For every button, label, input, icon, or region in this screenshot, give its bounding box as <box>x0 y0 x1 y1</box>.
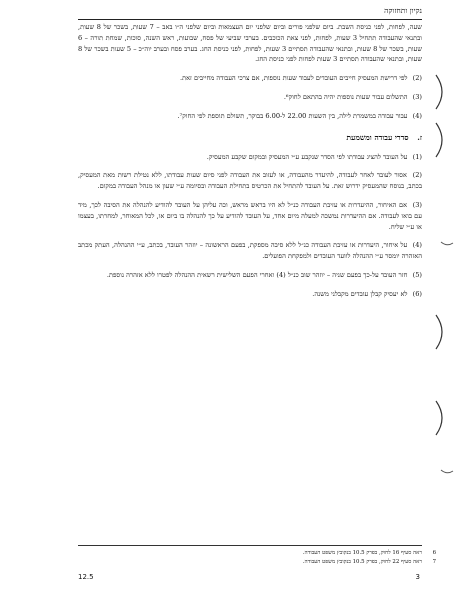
paragraph-text: אם האיחור, ההיעדרות או עזיבת העבודה כנ״ל לא היו בראש מראש, וכה עליהן על העובד להודיע להנהלה את הסיבה לכך, מיד עם בואו לעבודה. אם ההיעדרות נמשכה למעלה מיום אחד, על העובד להודיע על כך להנהלה בו ביום או, לכל המאוחר, למחרתו, בעצמו או ע״י שליח. <box>78 200 422 231</box>
paragraph-number: (1) <box>412 152 422 161</box>
section-code: 12.5 <box>78 573 94 581</box>
paragraph-number: (2) <box>412 74 422 83</box>
paragraph-number: (6) <box>412 289 422 298</box>
paragraph <box>78 240 422 262</box>
running-header <box>78 6 422 20</box>
paragraph-text: התשלום עבור שעות נוספות יהיה בהתאם לחוק⁶. <box>283 92 408 101</box>
binder-hole-mark <box>432 120 452 160</box>
paragraph <box>78 200 422 232</box>
binder-hole-mark <box>432 72 452 112</box>
paragraph-number: (2) <box>412 171 422 180</box>
scan-tick-mark <box>440 240 454 248</box>
paragraph-text: על העובד להציג עבודתו לפי הסדר שנקבע ע״י המעסיק ובמקום שקבע המעסיק. <box>206 152 408 161</box>
footnote-number: 7 <box>432 559 436 565</box>
paragraph <box>78 289 422 300</box>
paragraph-number: (4) <box>412 241 422 250</box>
paragraph-text: לפי דרישת המעסיק חייבים העובדים לעבוד שעות נוספות, אם צרכי העבודה מחייבים זאת. <box>179 74 408 83</box>
footnote <box>78 549 436 558</box>
paragraph-text: עבור עבודה במשמרת לילה, בין השעות 22.00 ל-6.00 בבוקר, תשולם תוספת לפי החוק⁷. <box>177 111 408 120</box>
paragraph-number: (3) <box>412 92 422 101</box>
paragraph <box>78 92 422 103</box>
paragraph-text: אסור לעובד לאחר לעבודה, להיעדר מהעבודה, או לעזוב את העבודה לפני סיום שעות עבודתו, ללא נטילת רשות מאת המעסיק, בכתב, בנוסח שהמעסיק ידרוש זאת. על העובד להתחיל את הכרטיס בתחילת העבודה ובסיומה ע״י שעון או מנהל העבודה במקום. <box>78 171 422 191</box>
paragraph-number: (3) <box>412 200 422 209</box>
footnote-text: ראה סעיף 16 לחוק, בפרק 10.5 בנקובץ משפט העבודה. <box>302 550 422 556</box>
footnote-text: ראה סעיף 22 לחוק, בפרק 10.5 בנקובץ משפט העבודה. <box>302 559 422 565</box>
section-heading <box>78 132 422 144</box>
binder-hole-mark <box>432 398 452 438</box>
paragraph-text: לא יעסיק קבלן עובדים מקבלני משנה. <box>312 289 408 298</box>
main-content <box>78 22 422 308</box>
paragraph <box>78 111 422 122</box>
footnote <box>78 558 436 567</box>
binder-hole-mark <box>432 312 452 352</box>
header-title: נקיון ותחזוקה <box>384 6 422 15</box>
paragraph <box>78 170 422 192</box>
paragraph <box>78 22 422 65</box>
paragraph-text: שעה, לפחות, לפני כניסת השבת. ביום שלפני פורים וביום שלפני יום העצמאות וביום שלפני ה״ו באב – 7 שעות, בשכר של 8 שעות, ובתנאי שהעבודה תתחיל 3 שעות, לפחות, לפני צאת הכוכבים. בערבי שביעי של פסח, שבועות, ראש השנה, סוכות, שמחת תורה – 6 שעות, בשכר של 8 שעות, ובתנאי שהעבודה תסתיים 3 שעות, לפחות, לפני כניסת החג. בערב פסח ובערב יוה״כ – 5 שעות בשכר של 8 שעות, ובתנאי שהעבודה תסתיים 3 שעות לפחות לפני כניסת החג. <box>78 23 422 64</box>
paragraph <box>78 152 422 163</box>
paragraph <box>78 73 422 84</box>
paragraph-text: חזר העובד על-כך בפעם שניה – יוזהר שוב כנ״ל (4) ואחרי הפעם השלישית רשאית ההנהלה לפטרו ללא אזהרה נוספת. <box>106 270 408 279</box>
paragraph-number: (5) <box>412 270 422 279</box>
paragraph-number: (4) <box>412 111 422 120</box>
paragraph <box>78 270 422 281</box>
section-title: סדרי עבודה ומשמעת <box>346 132 409 142</box>
paragraph-text: על איחור, היעדרות או עזיבת העבודה כנ״ל ללא סיבה מספקת, בפעם הראשונה – יוזהר העובד, בכתב, ע״י ההנהלה, העתק מכתב האזהרה יומסר ע״י ההנהלה לוועד העובדים ולמפקחת הפועלים. <box>78 241 422 261</box>
page-number: 3 <box>415 573 420 581</box>
footnotes <box>78 545 436 567</box>
scan-tick-mark <box>440 468 454 476</box>
footnote-number: 6 <box>432 550 436 556</box>
section-letter: ז. <box>417 132 422 142</box>
